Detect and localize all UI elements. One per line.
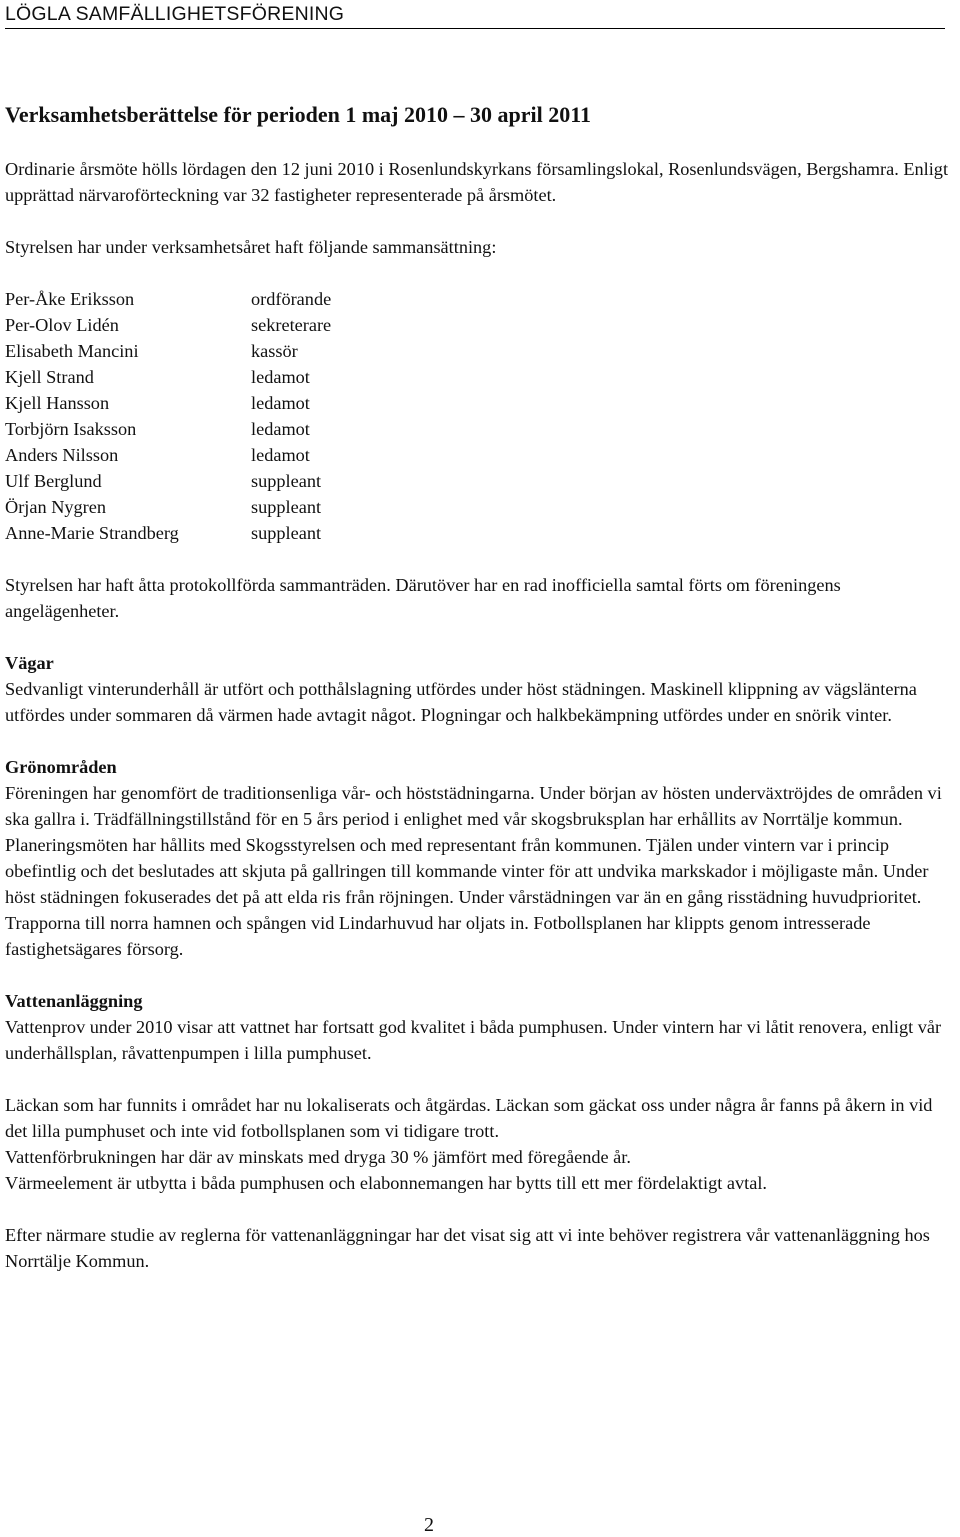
section-paragraph: Värmeelement är utbytta i båda pumphusen och elabonnemangen har bytts till ett mer fördelaktigt avtal.: [5, 1173, 767, 1193]
board-member-name: Elisabeth Mancini: [5, 341, 139, 361]
board-member-role: suppleant: [251, 497, 322, 517]
board-member-role: sekreterare: [251, 315, 332, 335]
meetings-paragraph: Styrelsen har haft åtta protokollförda sammanträden. Därutöver har en rad inofficiella samtal förts om föreningens angelägenheter.: [5, 575, 841, 621]
section-gronomraden: [5, 754, 955, 962]
section-title: Vägar: [5, 653, 54, 673]
board-row: [5, 390, 955, 416]
board-row: [5, 312, 955, 338]
section-title: Vattenanläggning: [5, 991, 143, 1011]
document-header: [5, 3, 945, 29]
board-row: [5, 468, 955, 494]
board-member-role: ledamot: [251, 445, 310, 465]
board-member-role: ledamot: [251, 367, 310, 387]
board-member-name: Ulf Berglund: [5, 471, 102, 491]
board-member-role: suppleant: [251, 523, 322, 543]
board-member-role: ledamot: [251, 393, 310, 413]
board-row: [5, 416, 955, 442]
board-row: [5, 338, 955, 364]
board-list: [5, 286, 955, 546]
document-title: Verksamhetsberättelse för perioden 1 maj 2010 – 30 april 2011: [5, 102, 591, 127]
intro-paragraph: Ordinarie årsmöte hölls lördagen den 12 juni 2010 i Rosenlundskyrkans församlingslokal, Rosenlundsvägen, Bergshamra. Enligt upprättad närvaroförteckning var 32 fastigheter representerade på årsmötet.: [5, 159, 949, 205]
board-row: [5, 364, 955, 390]
section-paragraph: Vattenprov under 2010 visar att vattnet har fortsatt god kvalitet i båda pumphusen. Under vintern har vi låtit renovera, enligt vår underhållsplan, råvattenpumpen i lilla pumphuset.: [5, 1017, 942, 1063]
board-member-name: Per-Olov Lidén: [5, 315, 119, 335]
board-member-name: Per-Åke Eriksson: [5, 289, 135, 309]
board-member-role: ordförande: [251, 289, 332, 309]
section-paragraph: Läckan som har funnits i området har nu lokaliserats och åtgärdas. Läckan som gäckat oss under några år fanns på åkern in vid det lilla pumphuset och inte vid fotbollsplanen som vi tidigare trott.: [5, 1095, 933, 1141]
section-paragraph: Sedvanligt vinterunderhåll är utfört och potthålslagning utfördes under höst städningen. Maskinell klippning av vägslänterna utfördes under sommaren då värmen hade avtagit något. Plogningar och halkbekämpning utfördes under en snörik vinter.: [5, 679, 917, 725]
board-row: [5, 286, 955, 312]
section-paragraph: Efter närmare studie av reglerna för vattenanläggningar har det visat sig att vi inte behöver registrera vår vattenanläggning hos Norrtälje Kommun.: [5, 1225, 930, 1271]
board-member-name: Örjan Nygren: [5, 497, 107, 517]
board-member-role: kassör: [251, 341, 298, 361]
board-row: [5, 442, 955, 468]
board-member-role: suppleant: [251, 471, 322, 491]
board-member-name: Kjell Hansson: [5, 393, 110, 413]
section-title: Grönområden: [5, 757, 117, 777]
board-member-name: Anne-Marie Strandberg: [5, 523, 179, 543]
board-member-name: Torbjörn Isaksson: [5, 419, 137, 439]
board-member-role: ledamot: [251, 419, 310, 439]
board-row: [5, 520, 955, 546]
board-member-name: Anders Nilsson: [5, 445, 119, 465]
section-vagar: [5, 650, 955, 728]
section-paragraph: Trapporna till norra hamnen och spången vid Lindarhuvud har oljats in. Fotbollsplanen har klippts genom intresserade fastighetsägares försorg.: [5, 913, 871, 959]
board-member-name: Kjell Strand: [5, 367, 94, 387]
section-paragraph: Vattenförbrukningen har där av minskats med dryga 30 % jämfört med föregående år.: [5, 1147, 631, 1167]
organization-name: LÖGLA SAMFÄLLIGHETSFÖRENING: [5, 3, 345, 25]
section-vattenanlaggning: [5, 988, 955, 1274]
section-paragraph: Föreningen har genomfört de traditionsenliga vår- och höststädningarna. Under början av hösten underväxtröjdes de områden vi ska gallra i. Trädfällningstillstånd för en 5 års period i enlighet med vår skogsbruksplan har erhållits av Norrtälje kommun. Planeringsmöten har hållits med Skogsstyrelsen och med representant från kommunen. Tjälen under vintern var i princip obefintlig och det beslutades att skjuta på gallringen till kommande vinter för att undvika markskador i möjligaste mån. Under höst städningen fokuserades det på att elda ris från röjningen. Under vårstädningen var än en gång risstädning huvudprioritet.: [5, 783, 942, 907]
document-body: [5, 101, 955, 1274]
page-number: 2: [424, 1514, 434, 1536]
board-intro: Styrelsen har under verksamhetsåret haft följande sammansättning:: [5, 237, 497, 257]
board-row: [5, 494, 955, 520]
